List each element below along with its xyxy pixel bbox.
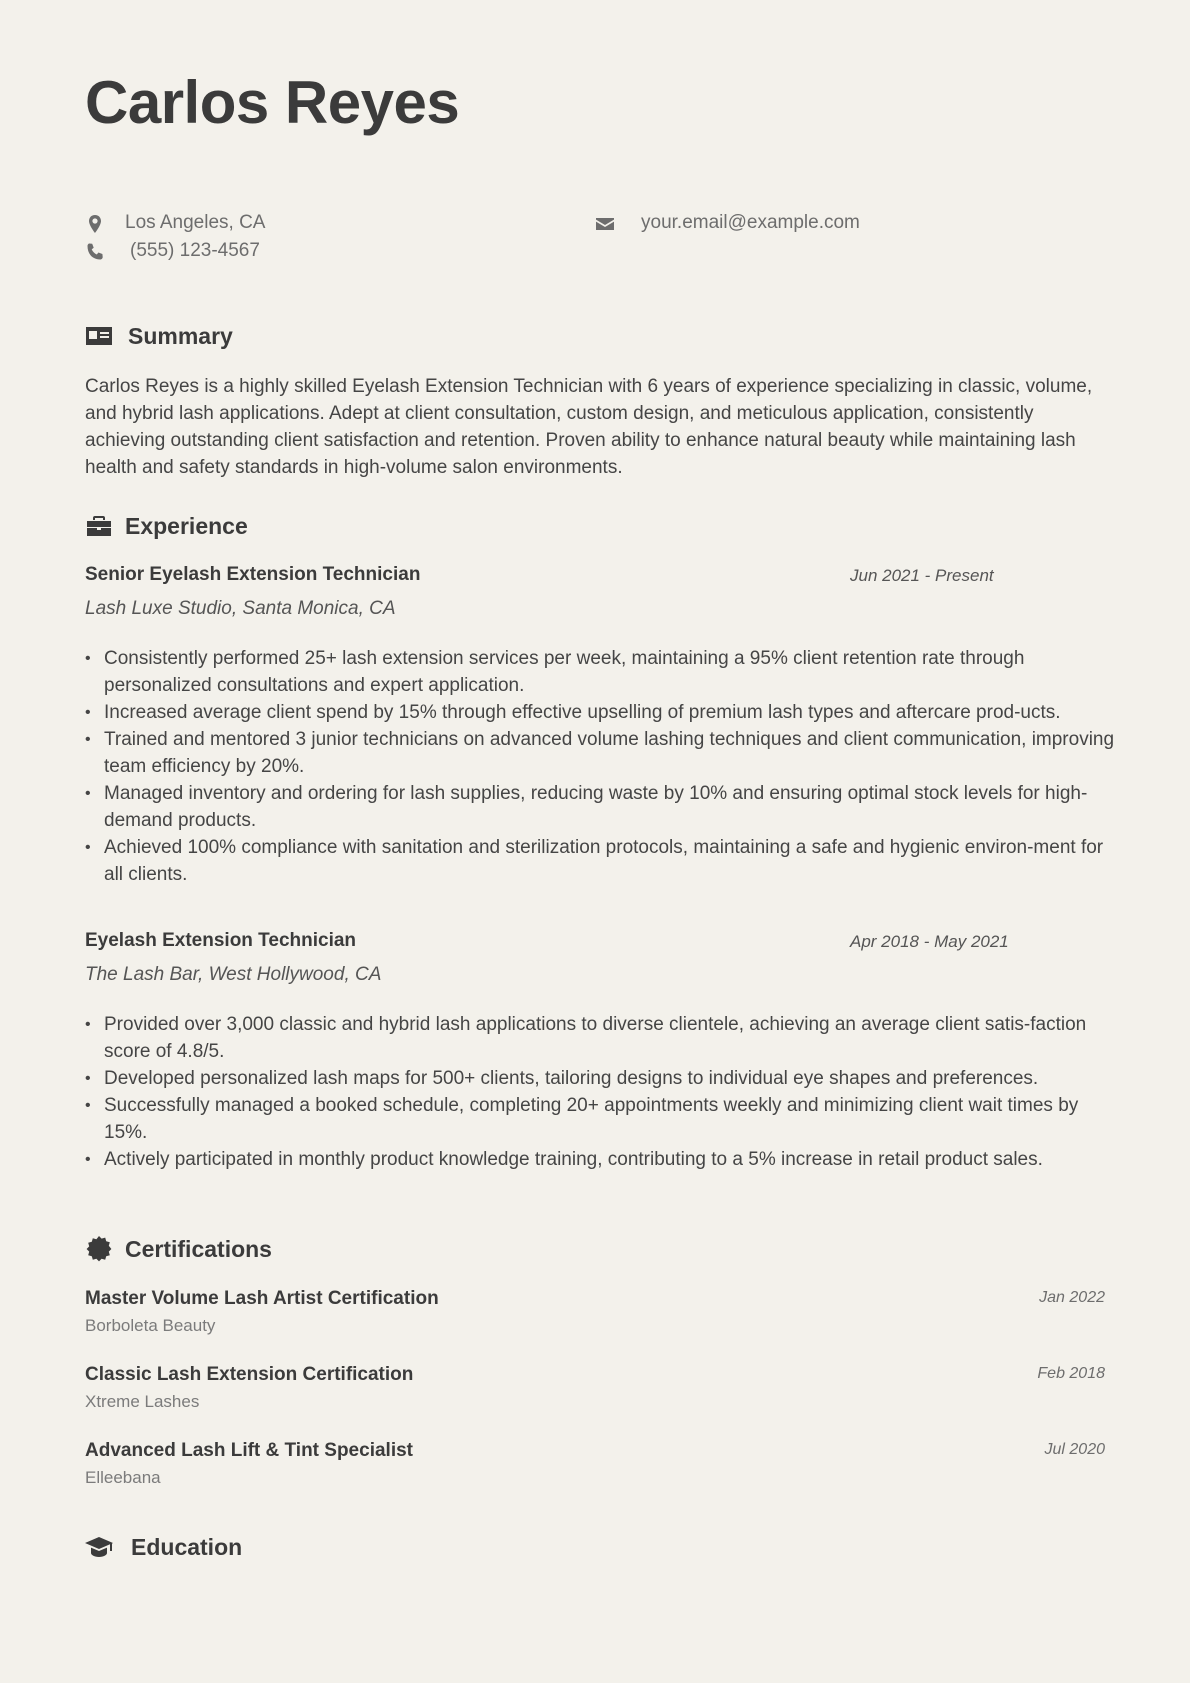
contact-email[interactable] (595, 212, 860, 234)
experience-title: Experience (125, 513, 248, 539)
list-item: • Trained and mentored 3 junior technicians on advanced volume lashing techniques and client communication, improving team efficiency by 20%. (104, 726, 1124, 780)
list-item: • Successfully managed a booked schedule, completing 20+ appointments weekly and minimizing client wait times by 15%. (104, 1092, 1124, 1146)
graduation-cap-icon (85, 1533, 113, 1561)
certification-date: Jan 2022 (1039, 1289, 1105, 1306)
certification-date: Feb 2018 (1037, 1365, 1105, 1382)
list-item: • Consistently performed 25+ lash extension services per week, maintaining a 95% client retention rate through personalized consultations and expert application. (104, 645, 1124, 699)
job-bullets (85, 645, 1124, 888)
list-item: • Achieved 100% compliance with sanitation and sterilization protocols, maintaining a safe and hygienic environ-ment for all clients. (104, 834, 1124, 888)
summary-title: Summary (128, 323, 233, 349)
job-company: The Lash Bar, West Hollywood, CA (85, 964, 382, 985)
job-company: Lash Luxe Studio, Santa Monica, CA (85, 598, 396, 619)
certification-issuer: Elleebana (85, 1468, 161, 1487)
id-card-icon (85, 322, 113, 350)
list-item: • Provided over 3,000 classic and hybrid lash applications to diverse clientele, achieving an average client satis-faction score of 4.8/5. (104, 1011, 1124, 1065)
email-link[interactable]: your.email@example.com (641, 212, 860, 233)
phone-icon (85, 242, 105, 262)
summary-text: Carlos Reyes is a highly skilled Eyelash Extension Technician with 6 years of experience specializing in classic, volume, and hybrid lash applications. Adept at client consultation, custom design, and meticulous application, consistently achieving outstanding client satisfaction and retention. Proven ability to enhance natural beauty while maintaining lash health and safety standards in high-volume salon environments. (85, 376, 1093, 478)
job-dates: Jun 2021 - Present (850, 566, 994, 585)
contact-phone (85, 240, 260, 262)
certification-name: Classic Lash Extension Certification (85, 1364, 414, 1385)
certificate-badge-icon (85, 1235, 113, 1263)
certification-name: Advanced Lash Lift & Tint Specialist (85, 1440, 413, 1461)
education-title: Education (131, 1534, 243, 1560)
briefcase-icon (85, 512, 113, 540)
job-bullets (85, 1011, 1124, 1173)
map-pin-icon (85, 214, 105, 234)
list-item: • Managed inventory and ordering for lash supplies, reducing waste by 10% and ensuring optimal stock levels for high-demand products. (104, 780, 1124, 834)
location-text: Los Angeles, CA (125, 212, 266, 233)
certification-issuer: Borboleta Beauty (85, 1316, 216, 1335)
envelope-icon (595, 214, 615, 234)
job-dates: Apr 2018 - May 2021 (850, 932, 1009, 951)
phone-text: (555) 123-4567 (130, 240, 260, 261)
list-item: • Increased average client spend by 15% through effective upselling of premium lash types and aftercare prod-ucts. (104, 699, 1124, 726)
contact-location (85, 212, 265, 234)
certification-name: Master Volume Lash Artist Certification (85, 1288, 439, 1309)
job-title: Eyelash Extension Technician (85, 930, 357, 951)
list-item: • Developed personalized lash maps for 500+ clients, tailoring designs to individual eye shapes and preferences. (104, 1065, 1124, 1092)
certifications-title: Certifications (125, 1236, 272, 1262)
certification-issuer: Xtreme Lashes (85, 1392, 200, 1411)
job-title: Senior Eyelash Extension Technician (85, 564, 421, 585)
candidate-name: Carlos Reyes (85, 69, 460, 136)
list-item: • Actively participated in monthly product knowledge training, contributing to a 5% increase in retail product sales. (104, 1146, 1124, 1173)
certification-date: Jul 2020 (1044, 1441, 1105, 1458)
